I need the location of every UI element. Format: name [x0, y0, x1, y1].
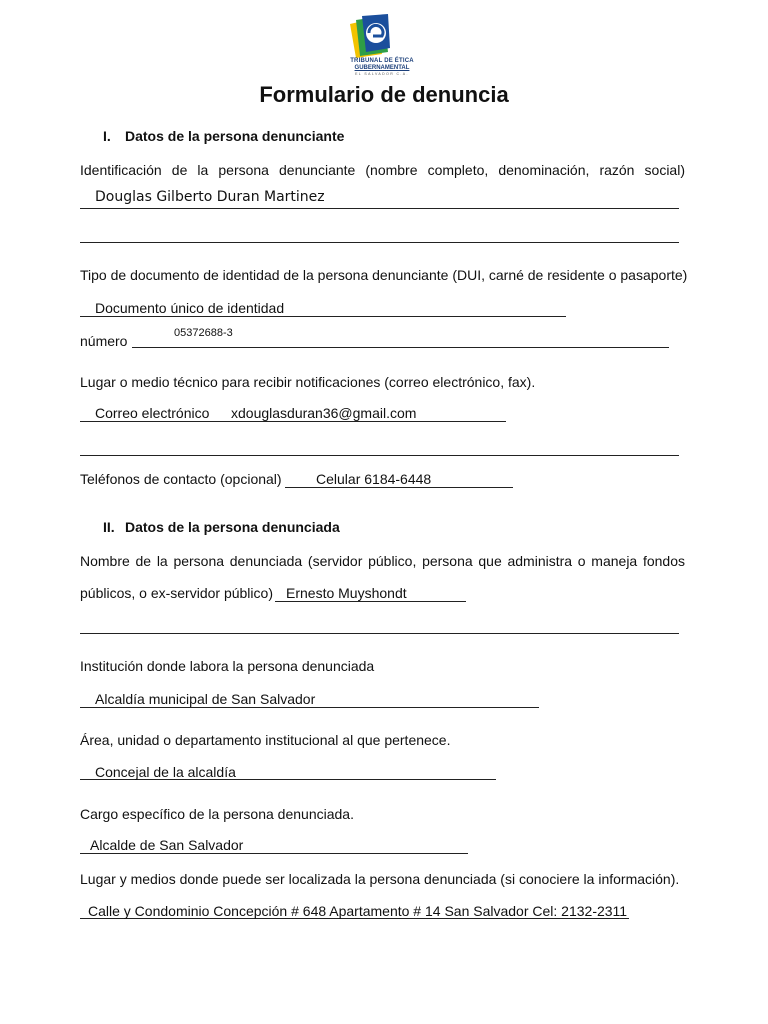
notification-label: Lugar o medio técnico para recibir notificaciones (correo electrónico, fax).	[80, 374, 536, 390]
notification-type-value[interactable]: Correo electrónico	[95, 405, 210, 421]
location-label: Lugar y medios donde puede ser localizada la persona denunciada (si conociere la información).	[80, 871, 680, 887]
notification-email-value[interactable]: xdouglasduran36@gmail.com	[231, 405, 417, 421]
position-value[interactable]: Alcalde de San Salvador	[90, 837, 244, 853]
identification-value[interactable]: Douglas Gilberto Duran Martinez	[95, 189, 325, 205]
identification-line-2[interactable]	[80, 242, 679, 243]
institution-label: Institución donde labora la persona denunciada	[80, 658, 375, 674]
number-line	[132, 347, 669, 348]
accused-name-line	[275, 601, 466, 602]
section-2-heading	[103, 519, 340, 535]
page-title: Formulario de denuncia	[259, 82, 509, 107]
location-value[interactable]: Calle y Condominio Concepción # 648 Apartamento # 14 San Salvador Cel: 2132-2311	[88, 903, 628, 919]
doc-type-line	[80, 316, 566, 317]
section-1-heading	[103, 128, 344, 144]
phones-label: Teléfonos de contacto (opcional)	[80, 471, 282, 487]
section-1-number: I.	[103, 128, 111, 144]
number-label: número	[80, 333, 128, 349]
accused-name-line-2[interactable]	[80, 633, 679, 634]
area-label: Área, unidad o departamento institucional al que pertenece.	[80, 732, 451, 748]
phones-line	[285, 487, 513, 488]
institution-value[interactable]: Alcaldía municipal de San Salvador	[95, 691, 316, 707]
notification-line	[80, 421, 506, 422]
area-value[interactable]: Concejal de la alcaldía	[95, 764, 236, 780]
logo-text-line3: EL SALVADOR C.A.	[355, 72, 409, 76]
section-1-title: Datos de la persona denunciante	[125, 128, 345, 144]
section-2-title: Datos de la persona denunciada	[125, 519, 340, 535]
number-value[interactable]: 05372688-3	[174, 327, 233, 339]
section-2-number: II.	[103, 519, 115, 535]
accused-name-value[interactable]: Ernesto Muyshondt	[286, 585, 407, 601]
institution-line	[80, 707, 539, 708]
position-line	[80, 853, 468, 854]
logo-emblem-icon	[336, 14, 428, 58]
accused-name-label-line-1: Nombre de la persona denunciada (servidor público, persona que administra o maneja fondos	[80, 553, 685, 569]
logo-text-line2: GUBERNAMENTAL	[354, 65, 410, 71]
position-label: Cargo específico de la persona denunciada.	[80, 806, 354, 822]
accused-name-label-line-2: públicos, o ex-servidor público)	[80, 585, 273, 601]
identification-line-1	[80, 208, 679, 209]
doc-type-value[interactable]: Documento único de identidad	[95, 300, 285, 316]
doc-type-label: Tipo de documento de identidad de la persona denunciante (DUI, carné de residente o pasaporte)	[80, 267, 688, 283]
institution-logo	[336, 14, 428, 76]
identification-label: Identificación de la persona denunciante (nombre completo, denominación, razón social)	[80, 162, 685, 178]
phones-value[interactable]: Celular 6184-6448	[316, 471, 432, 487]
logo-text-line1: TRIBUNAL DE ÉTICA	[350, 58, 414, 64]
notification-line-2[interactable]	[80, 455, 679, 456]
